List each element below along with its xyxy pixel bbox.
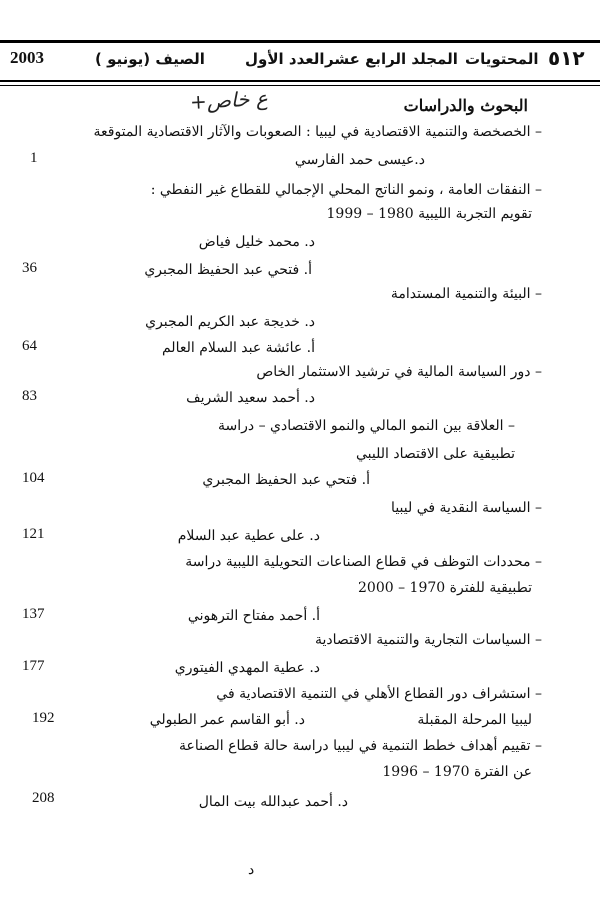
handwritten-note: +ع خاص: [189, 85, 269, 115]
entry-title-line: – تقييم أهداف خطط التنمية في ليبيا دراسة حالة قطاع الصناعة: [179, 738, 542, 754]
header-bottom-rule: [0, 80, 600, 82]
entry-page-number: 121: [22, 526, 45, 542]
entry-title-line: – السياسة النقدية في ليبيا: [391, 500, 542, 516]
entry-author: أ. فتحي عبد الحفيظ المجبري: [202, 472, 370, 488]
section-title: البحوث والدراسات: [403, 96, 528, 115]
header-top-rule: [0, 40, 600, 43]
entry-author: د. أبو القاسم عمر الطبولي: [149, 712, 305, 728]
entry-title-line: – البيئة والتنمية المستدامة: [390, 286, 542, 302]
entry-author: أ. عائشة عبد السلام العالم: [161, 340, 315, 356]
header-title: المحتويات: [465, 50, 539, 68]
entry-page-number: 36: [22, 260, 37, 276]
entry-title-line: – النفقات العامة ، ونمو الناتج المحلي الإجمالي للقطاع غير النفطي :: [150, 182, 542, 198]
entry-page-number: 177: [22, 658, 45, 674]
entry-author: د. أحمد سعيد الشريف: [186, 390, 315, 406]
entry-title-line: – السياسات التجارية والتنمية الاقتصادية: [315, 632, 542, 648]
entry-title-line: تطبيقية على الاقتصاد الليبي: [356, 446, 515, 462]
entry-title-line: تطبيقية للفترة 1970 – 2000: [358, 580, 532, 596]
entry-author: د. على عطية عبد السلام: [177, 528, 320, 544]
entry-title-line: – الخصخصة والتنمية الاقتصادية في ليبيا : الصعوبات والآثار الاقتصادية المتوقعة: [93, 124, 542, 140]
entry-page-number: 208: [32, 790, 55, 806]
entry-title-line: ليبيا المرحلة المقبلة: [417, 712, 532, 728]
entry-author: د. أحمد عبدالله بيت المال: [198, 794, 348, 810]
page-mark: ٥١٢: [548, 46, 585, 70]
entry-author: أ. فتحي عبد الحفيظ المجبري: [144, 262, 312, 278]
entry-page-number: 137: [22, 606, 45, 622]
entry-title-line: – محددات التوظف في قطاع الصناعات التحويلية الليبية دراسة: [185, 554, 542, 570]
entry-page-number: 104: [22, 470, 45, 486]
header-bottom-rule-thin: [0, 85, 600, 86]
entry-page-number: 1: [30, 150, 38, 166]
entry-author: أ. أحمد مفتاح الترهوني: [187, 608, 320, 624]
entry-author: د. عطية المهدي الفيتوري: [174, 660, 320, 676]
entry-title-line: – دور السياسة المالية في ترشيد الاستثمار الخاص: [256, 364, 542, 380]
entry-author: د.عيسى حمد الفارسي: [294, 152, 425, 168]
entry-title-line: – استشراف دور القطاع الأهلي في التنمية الاقتصادية في: [216, 686, 542, 702]
entry-author: د. خديجة عبد الكريم المجبري: [145, 314, 315, 330]
page-header: [0, 40, 600, 84]
header-year: 2003: [10, 48, 44, 67]
header-season: الصيف (يونيو ): [95, 50, 205, 68]
header-volume: المجلد الرابع عشر: [325, 50, 458, 68]
footer-page-letter: د: [248, 862, 255, 878]
entry-title-line: عن الفترة 1970 – 1996: [382, 764, 532, 780]
entry-page-number: 192: [32, 710, 55, 726]
entry-title-line: تقويم التجربة الليبية 1980 – 1999: [326, 206, 532, 222]
entry-title-line: – العلاقة بين النمو المالي والنمو الاقتصادي – دراسة: [218, 418, 515, 434]
entry-page-number: 83: [22, 388, 37, 404]
entry-author: د. محمد خليل فياض: [198, 234, 315, 250]
entry-page-number: 64: [22, 338, 37, 354]
header-issue: العدد الأول: [245, 50, 325, 68]
